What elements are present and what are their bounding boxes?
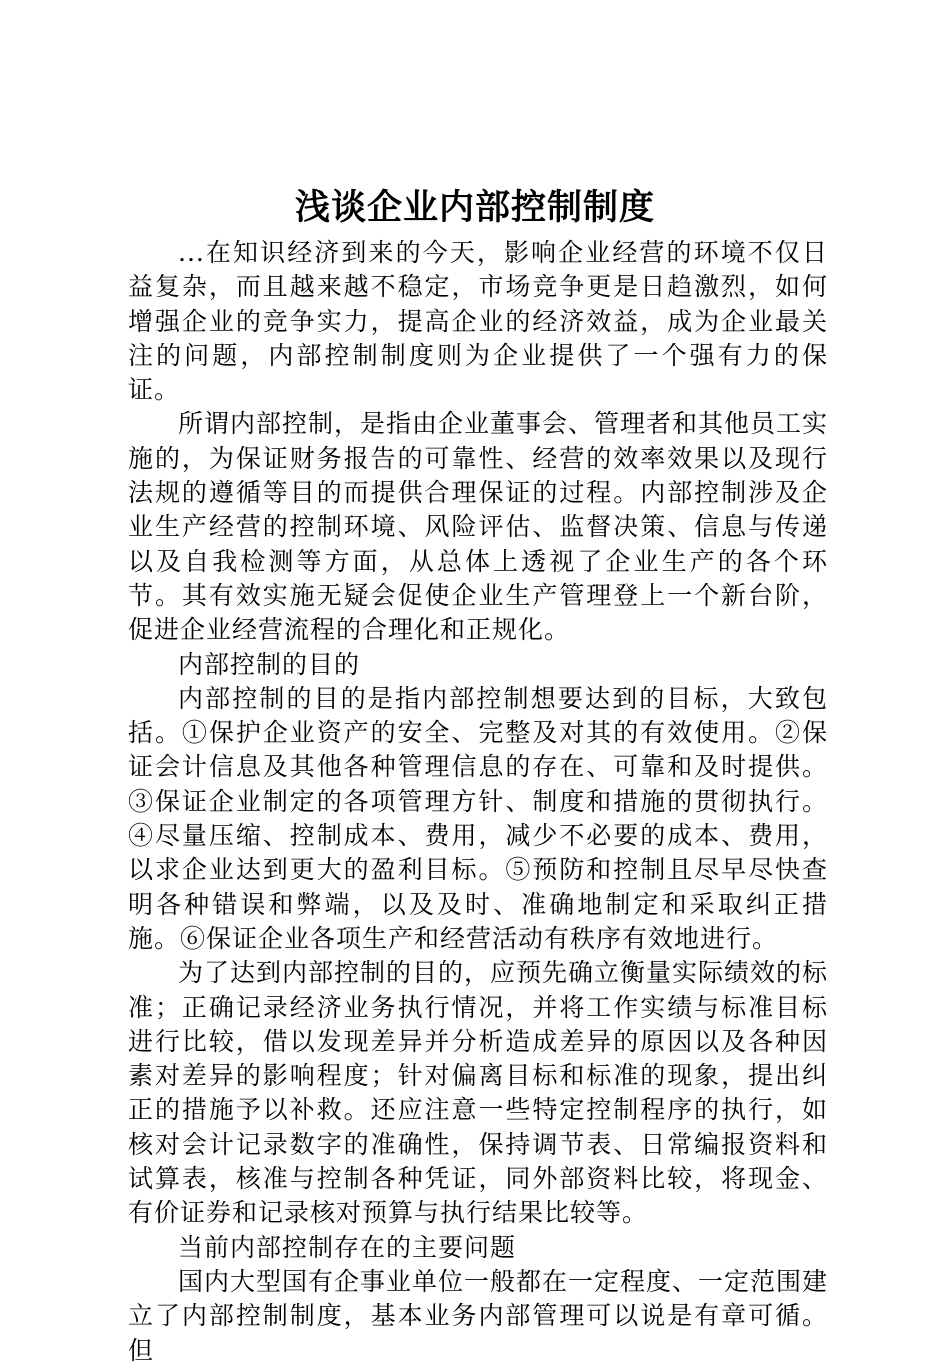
paragraph-problems: 国内大型国有企事业单位一般都在一定程度、一定范围建立了内部控制制度，基本业务内部管理可以说是有章可循。但	[128, 1266, 829, 1365]
paragraph-standards: 为了达到内部控制的目的，应预先确立衡量实际绩效的标准；正确记录经济业务执行情况，并将工作实绩与标准目标进行比较，借以发现差异并分析造成差异的原因以及各种因素对差异的影响程度；针对偏离目标和标准的现象，提出纠正的措施予以补救。还应注意一些特定控制程序的执行，如核对会计记录数字的准确性，保持调节表、日常编报资料和试算表，核准与控制各种凭证，同外部资料比较，将现金、有价证券和记录核对预算与执行结果比较等。	[128, 958, 829, 1228]
paragraph-purpose-list: 内部控制的目的是指内部控制想要达到的目标，大致包括。①保护企业资产的安全、完整及对其的有效使用。②保证会计信息及其他各种管理信息的存在、可靠和及时提供。③保证企业制定的各项管理方针、制度和措施的贯彻执行。④尽量压缩、控制成本、费用，减少不必要的成本、费用，以求企业达到更大的盈利目标。⑤预防和控制且尽早尽快查明各种错误和弊端，以及及时、准确地制定和采取纠正措施。⑥保证企业各项生产和经营活动有秩序有效地进行。	[128, 683, 828, 953]
document-title: 浅谈企业内部控制制度	[294, 187, 655, 228]
section-heading-purpose: 内部控制的目的	[178, 649, 361, 679]
paragraph-definition: 所谓内部控制，是指由企业董事会、管理者和其他员工实施的，为保证财务报告的可靠性、经营的效率效果以及现行法规的遵循等目的而提供合理保证的过程。内部控制涉及企业生产经营的控制环境、风险评估、监督决策、信息与传递以及自我检测等方面，从总体上透视了企业生产的各个环节。其有效实施无疑会促使企业生产管理登上一个新台阶，促进企业经营流程的合理化和正规化。	[128, 409, 829, 645]
section-heading-problems: 当前内部控制存在的主要问题	[178, 1232, 517, 1262]
paragraph-intro: ...在知识经济到来的今天，影响企业经营的环境不仅日益复杂，而且越来越不稳定，市场竞争更是日趋激烈，如何增强企业的竞争实力，提高企业的经济效益，成为企业最关注的问题，内部控制制度则为企业提供了一个强有力的保证。	[128, 238, 828, 405]
document-body	[128, 236, 828, 1368]
